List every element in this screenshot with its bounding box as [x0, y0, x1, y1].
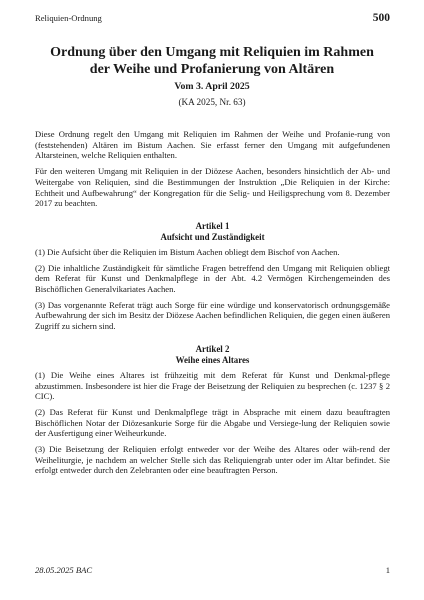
intro-paragraph-1: Diese Ordnung regelt den Umgang mit Reliquien im Rahmen der Weihe und Profanie-rung von (feststehenden) Altären im Bistum Aachen. Sie erfasst ferner den Umgang mit aufgefundenen Altarsteinen, welche Reliquien enthalten. — [35, 129, 390, 161]
document-body — [35, 129, 390, 481]
article-2-paragraph-2: (2) Das Referat für Kunst und Denkmalpflege trägt in Absprache mit einem dazu beauftragten Bischöflichen Notar der Diözesankurie Sorge für die Abgabe und Versiege-lung der Reliquien sowie der Ausfertigung einer Weiheurkunde. — [35, 406, 390, 439]
page-footer — [35, 565, 390, 575]
article-2-paragraph-3: (3) Die Beisetzung der Reliquien erfolgt entweder vor der Weihe des Altares oder wäh-rend der Weiheliturgie, je nachdem an welcher Stelle sich das Reliquiengrab unter oder im Altar befindet. Sie erfolgt entweder durch den Zelebranten oder eine beauftragten Person. — [35, 444, 390, 476]
title-block — [30, 44, 394, 107]
document-reference: (KA 2025, Nr. 63) — [178, 97, 246, 107]
article-2-number: Artikel 2 — [195, 343, 230, 354]
article-1-paragraph-2: (2) Die inhaltliche Zuständigkeit für sämtliche Fragen betreffend den Umgang mit Reliquien obliegt dem Referat für Kunst und Denkmalpflege in der Abt. 4.2 Vermögen Kirchengemeinden des Bischöflichen Generalvikariates Aachen. — [35, 262, 390, 295]
intro-paragraph-2: Für den weiteren Umgang mit Reliquien in der Diözese Aachen, besonders hinsichtlich der Ab- und Weitergabe von Reliquien, sind die Bestimmungen der Instruktion „Die Reliquien in der Kirche: Echtheit und Aufbewahrung“ der Kongregation für die Selig- und Heiligsprechung vom 8. Dezember 2017 zu beachten. — [35, 166, 390, 209]
title-line-1: Ordnung über den Umgang mit Reliquien im Rahmen — [50, 45, 374, 60]
article-2-heading — [35, 344, 390, 366]
article-2-paragraph-1: (1) Die Weihe eines Altares ist frühzeitig mit dem Referat für Kunst und Denkmal-pflege abzustimmen. Insbesondere ist hier die Frage der Beisetzung der Reliquien zu besprechen (c. 1237 § 2 CIC). — [35, 369, 390, 402]
title-line-2: der Weihe und Profanierung von Altären — [89, 62, 335, 77]
footer-page-number: 1 — [385, 565, 390, 575]
document-date: Vom 3. April 2025 — [174, 81, 250, 92]
article-1-title: Aufsicht und Zuständigkeit — [160, 231, 265, 242]
article-1-number: Artikel 1 — [195, 220, 230, 231]
article-2-title: Weihe eines Altares — [175, 354, 250, 365]
page-number: 500 — [372, 12, 390, 24]
article-1-paragraph-1: (1) Die Aufsicht über die Reliquien im Bistum Aachen obliegt dem Bischof von Aachen. — [35, 246, 340, 257]
article-1-heading — [35, 221, 390, 243]
article-1-paragraph-3: (3) Das vorgenannte Referat trägt auch Sorge für eine würdige und konservatorisch ordnungsgemäße Aufbewahrung der sich im Besitz der Diözese Aachen befindlichen Reliquien, die gegen einen äußeren Zugriff zu sichern sind. — [35, 299, 390, 332]
footer-date-code: 28.05.2025 BAC — [35, 565, 93, 575]
running-title: Reliquien-Ordnung — [35, 13, 102, 23]
page-header — [35, 12, 390, 24]
